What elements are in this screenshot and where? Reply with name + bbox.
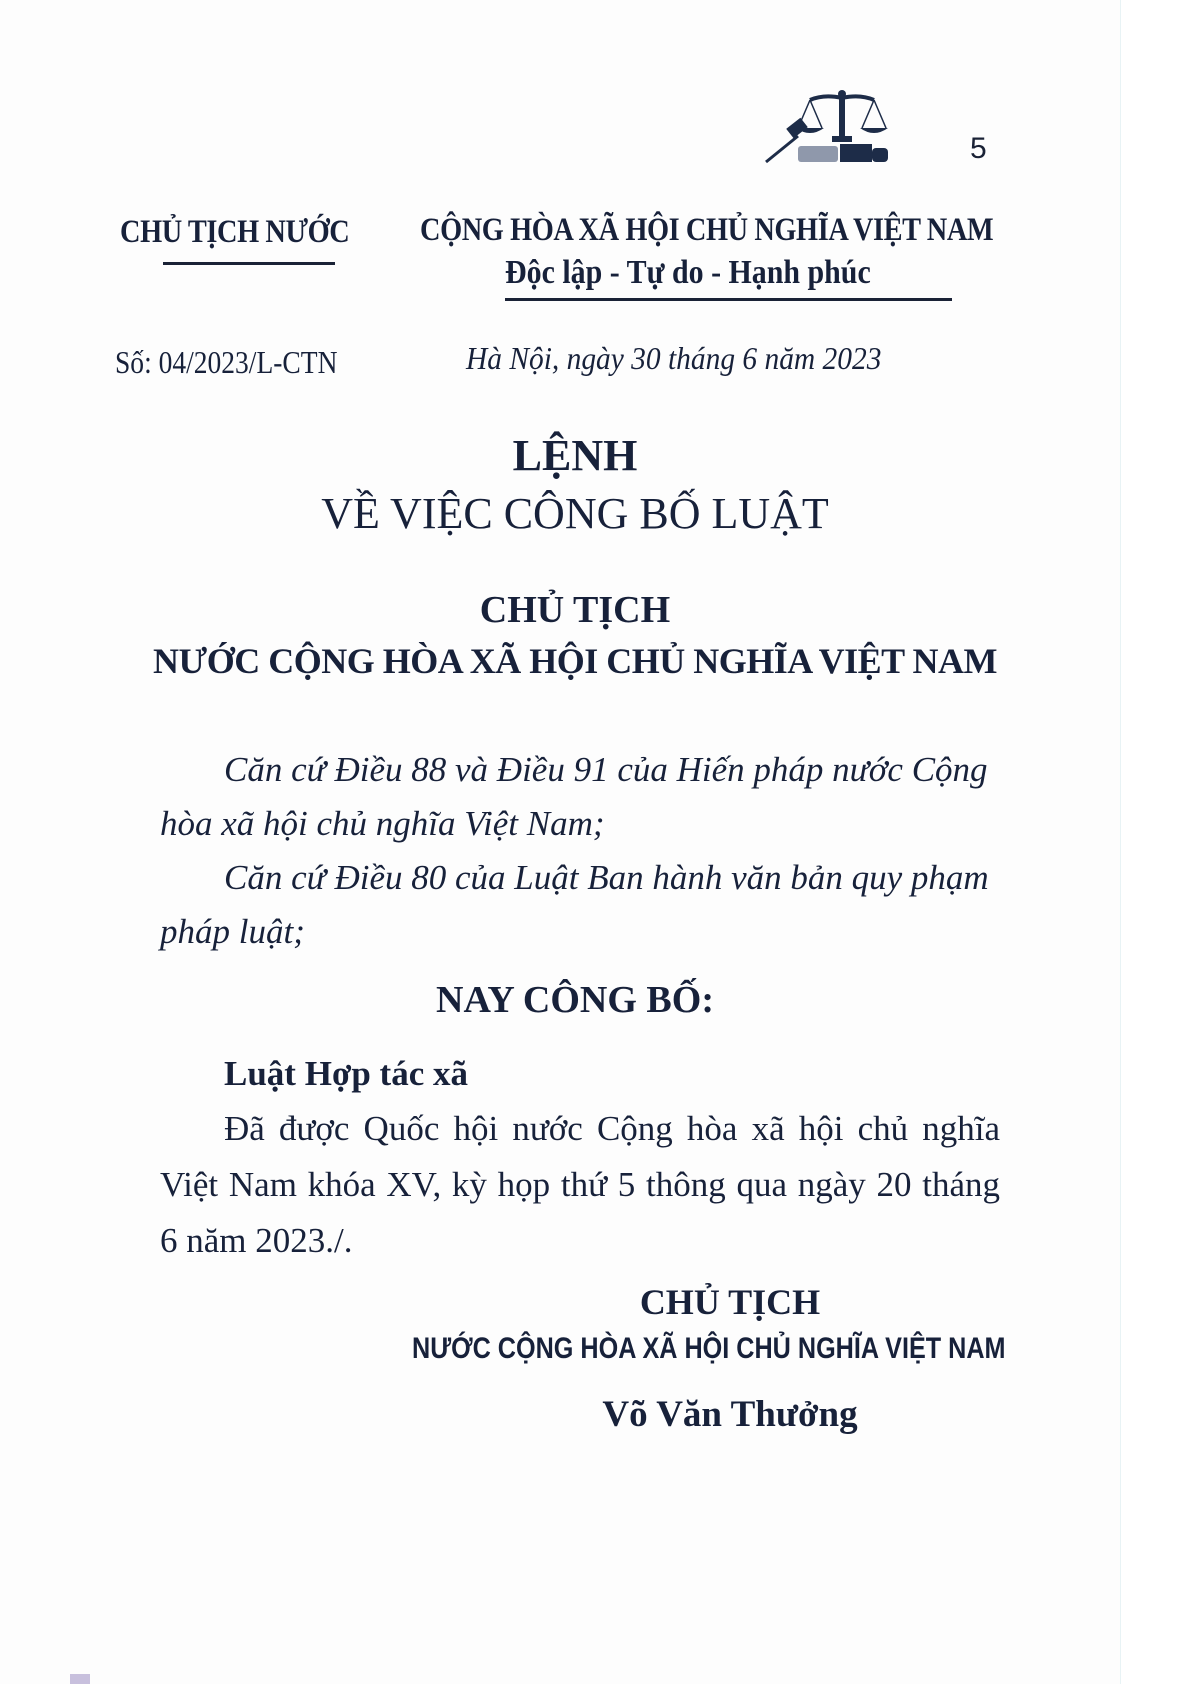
signer-name: Võ Văn Thưởng (602, 1394, 858, 1435)
legal-basis-1 (160, 743, 1000, 851)
legal-basis-2 (160, 851, 1000, 959)
proclamation-heading: NAY CÔNG BỐ: (436, 979, 714, 1021)
issuing-authority: CHỦ TỊCH NƯỚC (120, 214, 350, 250)
issuer-organization: NƯỚC CỘNG HÒA XÃ HỘI CHỦ NGHĨA VIỆT NAM (153, 641, 997, 681)
proclamation-text (160, 1101, 1000, 1269)
issuer-title: CHỦ TỊCH (479, 589, 671, 631)
national-motto: Độc lập - Tự do - Hạnh phúc (505, 254, 871, 291)
signer-organization: NƯỚC CỘNG HÒA XÃ HỘI CHỦ NGHĨA VIỆT NAM (412, 1332, 1006, 1365)
law-name: Luật Hợp tác xã (224, 1054, 468, 1093)
legal-basis-2-text: Căn cứ Điều 80 của Luật Ban hành văn bản quy phạm pháp luật; (160, 858, 989, 951)
signer-title: CHỦ TỊCH (639, 1282, 821, 1322)
scan-artifact (70, 1674, 90, 1684)
page-number: 5 (970, 132, 987, 165)
place-and-date: Hà Nội, ngày 30 tháng 6 năm 2023 (466, 340, 882, 376)
document-number: Số: 04/2023/L-CTN (115, 344, 338, 380)
country-name: CỘNG HÒA XÃ HỘI CHỦ NGHĨA VIỆT NAM (420, 212, 994, 248)
document-type: LỆNH (512, 431, 638, 480)
legal-basis-1-text: Căn cứ Điều 88 và Điều 91 của Hiến pháp nước Cộng hòa xã hội chủ nghĩa Việt Nam; (160, 750, 988, 843)
authority-underline (163, 262, 335, 265)
document-subject: VỀ VIỆC CÔNG BỐ LUẬT (321, 489, 829, 538)
scales-of-justice-gavel-icon (762, 86, 922, 166)
motto-underline (505, 298, 952, 301)
proclamation-text-content: Đã được Quốc hội nước Cộng hòa xã hội chủ nghĩa Việt Nam khóa XV, kỳ họp thứ 5 thông qua ngày 20 tháng 6 năm 2023./. (160, 1109, 1000, 1260)
